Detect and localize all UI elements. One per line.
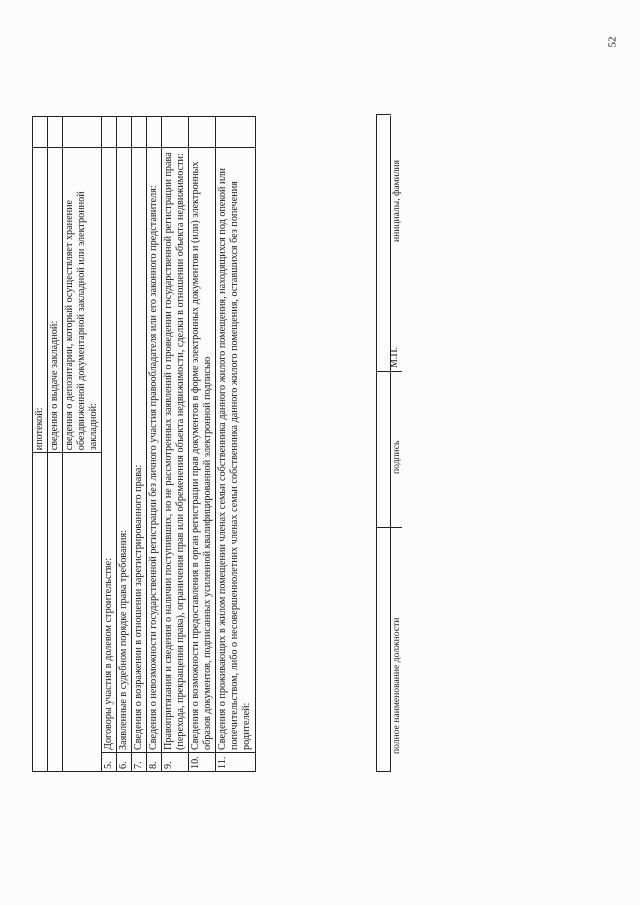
table-row: [132, 117, 147, 772]
page-number: 52: [606, 36, 619, 48]
row-value: [216, 117, 255, 148]
row-description: Сведения о проживающих в жилом помещении членах семьи собственника данного жилого помещения, находящихся под опекой или попечительством, либо о несовершеннолетних членах семьи собственника данного жилого помещения, оставшихся без попечения родителей:: [216, 148, 255, 753]
name-caption: инициалы, фамилия: [391, 159, 402, 242]
row-value: [102, 117, 117, 148]
table-row: [102, 117, 117, 772]
row-value: [117, 117, 132, 148]
signature-caption: подпись: [391, 440, 402, 474]
signature-divider-2: [376, 371, 402, 372]
row-description: ипотекой:: [33, 148, 48, 453]
encumbrance-table: [32, 116, 256, 772]
row-description: Заявленные в судебном порядке права требования:: [117, 148, 132, 753]
table-row: [162, 117, 189, 772]
row-value: [48, 117, 63, 148]
row-value: [132, 117, 147, 148]
row-description: сведения о депозитарии, который осуществляет хранение обездвиженной документарной закладной или электронной закладной:: [63, 148, 102, 453]
row-description: Сведения о невозможности государственной регистрации без личного участия правообладателя или его законного представителя:: [147, 148, 162, 753]
indent-cell: [48, 453, 63, 772]
indent-cell: [33, 453, 48, 772]
row-description: сведения о выдаче закладной:: [48, 148, 63, 453]
rotated-content: [32, 116, 410, 772]
row-description: Сведения о возможности предоставления в орган регистрации прав документов в форме электронных документов и (или) электронных образов документов, подписанных усиленной квалифицированной электронной подписью: [189, 148, 216, 753]
row-number: 7.: [132, 753, 147, 772]
table-row: [63, 117, 102, 772]
stamp-label: М.П.: [389, 346, 400, 368]
table-row: [48, 117, 63, 772]
table-row: [216, 117, 255, 772]
row-number: 6.: [117, 753, 132, 772]
row-value: [63, 117, 102, 148]
row-number: 8.: [147, 753, 162, 772]
row-value: [162, 117, 189, 148]
row-value: [147, 117, 162, 148]
row-number: 11.: [216, 753, 255, 772]
indent-cell: [63, 453, 102, 772]
signature-divider-1: [376, 527, 402, 528]
row-number: 5.: [102, 753, 117, 772]
table-row: [33, 117, 48, 772]
table-row: [117, 117, 132, 772]
row-description: Договоры участия в долевом строительстве:: [102, 148, 117, 753]
table-row: [189, 117, 216, 772]
signature-block: [376, 116, 410, 772]
signature-line-box: [376, 114, 391, 772]
row-value: [33, 117, 48, 148]
position-caption: полное наименование должности: [391, 617, 402, 754]
row-value: [189, 117, 216, 148]
row-number: 9.: [162, 753, 189, 772]
row-description: Правопритязания и сведения о наличии поступивших, но не рассмотренных заявлений о проведении государственной регистрации права (перехода, прекращения права), ограничения прав или обременения объекта недвижимости, сделки в отношении объекта недвижимости:: [162, 148, 189, 753]
row-number: 10.: [189, 753, 216, 772]
table-row: [147, 117, 162, 772]
row-description: Сведения о возражении в отношении зарегистрированного права:: [132, 148, 147, 753]
